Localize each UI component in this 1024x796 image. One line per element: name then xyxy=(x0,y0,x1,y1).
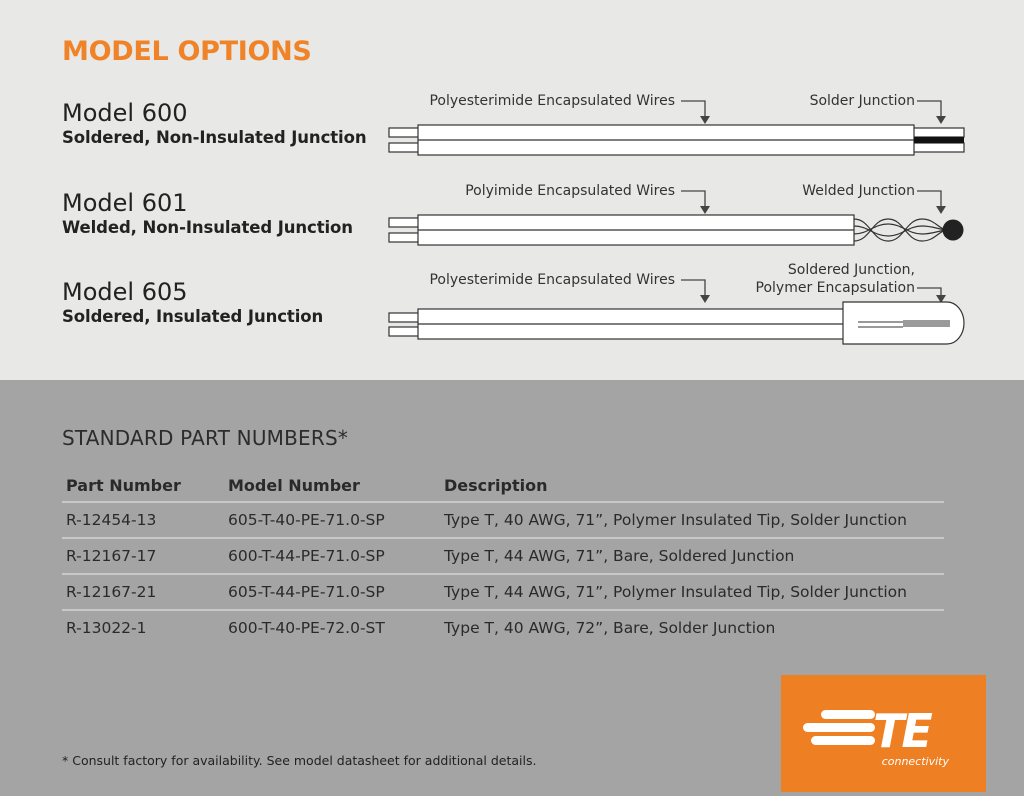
model-600-diagram xyxy=(389,93,964,155)
model-name: Model 605 xyxy=(62,278,188,306)
logo-mark xyxy=(781,675,986,792)
model-600-label xyxy=(62,99,366,149)
model-601-diagram xyxy=(389,183,964,245)
solder-junction xyxy=(903,320,950,327)
part-number-cell: R-12454-13 xyxy=(62,502,224,538)
junction-label: Solder Junction xyxy=(809,93,915,109)
column-header: Model Number xyxy=(224,470,440,502)
arrow-head-icon xyxy=(700,295,710,303)
model-605-label xyxy=(62,278,323,328)
junction-label: Welded Junction xyxy=(802,183,915,199)
callout-arrow-line xyxy=(917,288,941,296)
logo-stripes-icon xyxy=(803,710,875,745)
part-number-cell: R-13022-1 xyxy=(66,619,147,637)
arrow-head-icon xyxy=(700,116,710,124)
model-description: Soldered, Insulated Junction xyxy=(62,307,324,326)
table-row xyxy=(62,538,944,574)
model-number-cell: 605-T-40-PE-71.0-SP xyxy=(224,502,440,538)
table-header-row xyxy=(62,470,944,502)
page-title: MODEL OPTIONS xyxy=(62,36,312,67)
description-cell: Type T, 44 AWG, 71”, Polymer Insulated Tip, Solder Junction xyxy=(440,574,944,610)
junction-label-line2: Polymer Encapsulation xyxy=(755,280,915,296)
description-cell: Type T, 40 AWG, 72”, Bare, Solder Junction xyxy=(444,619,776,637)
wire-label: Polyesterimide Encapsulated Wires xyxy=(429,93,675,109)
part-numbers-table xyxy=(62,470,944,645)
table-row xyxy=(62,610,944,645)
column-header: Part Number xyxy=(62,470,224,502)
thermocouple-diagrams xyxy=(380,0,980,360)
arrow-head-icon xyxy=(700,206,710,214)
model-605-diagram xyxy=(389,262,964,344)
model-number-cell: 600-T-40-PE-72.0-ST xyxy=(228,619,385,637)
part-number-cell: R-12167-17 xyxy=(62,538,224,574)
table-row xyxy=(62,574,944,610)
footnote: * Consult factory for availability. See model datasheet for additional details. xyxy=(62,753,537,768)
model-description: Soldered, Non-Insulated Junction xyxy=(62,128,367,147)
model-number-cell: 605-T-44-PE-71.0-SP xyxy=(224,574,440,610)
solder-junction xyxy=(914,137,964,143)
junction-label-line1: Soldered Junction, xyxy=(787,262,915,278)
model-name: Model 600 xyxy=(62,99,188,127)
description-cell: Type T, 40 AWG, 71”, Polymer Insulated Tip, Solder Junction xyxy=(440,502,944,538)
model-description: Welded, Non-Insulated Junction xyxy=(62,218,353,237)
model-601-label xyxy=(62,189,353,239)
arrow-head-icon xyxy=(936,116,946,124)
wire-label: Polyesterimide Encapsulated Wires xyxy=(429,272,675,288)
wire-label: Polyimide Encapsulated Wires xyxy=(465,183,675,199)
part-number-cell: R-12167-21 xyxy=(62,574,224,610)
model-name: Model 601 xyxy=(62,189,188,217)
logo-wordmark: TE xyxy=(873,704,930,758)
section-title: STANDARD PART NUMBERS* xyxy=(62,426,349,450)
welded-junction-bead xyxy=(943,220,964,241)
te-connectivity-logo xyxy=(781,675,986,792)
column-header: Description xyxy=(440,470,944,502)
logo-tagline: connectivity xyxy=(881,755,949,768)
model-number-cell: 600-T-44-PE-71.0-SP xyxy=(224,538,440,574)
description-cell: Type T, 44 AWG, 71”, Bare, Soldered Junction xyxy=(440,538,944,574)
twisted-wires xyxy=(854,219,946,241)
table-row xyxy=(62,502,944,538)
arrow-head-icon xyxy=(936,206,946,214)
